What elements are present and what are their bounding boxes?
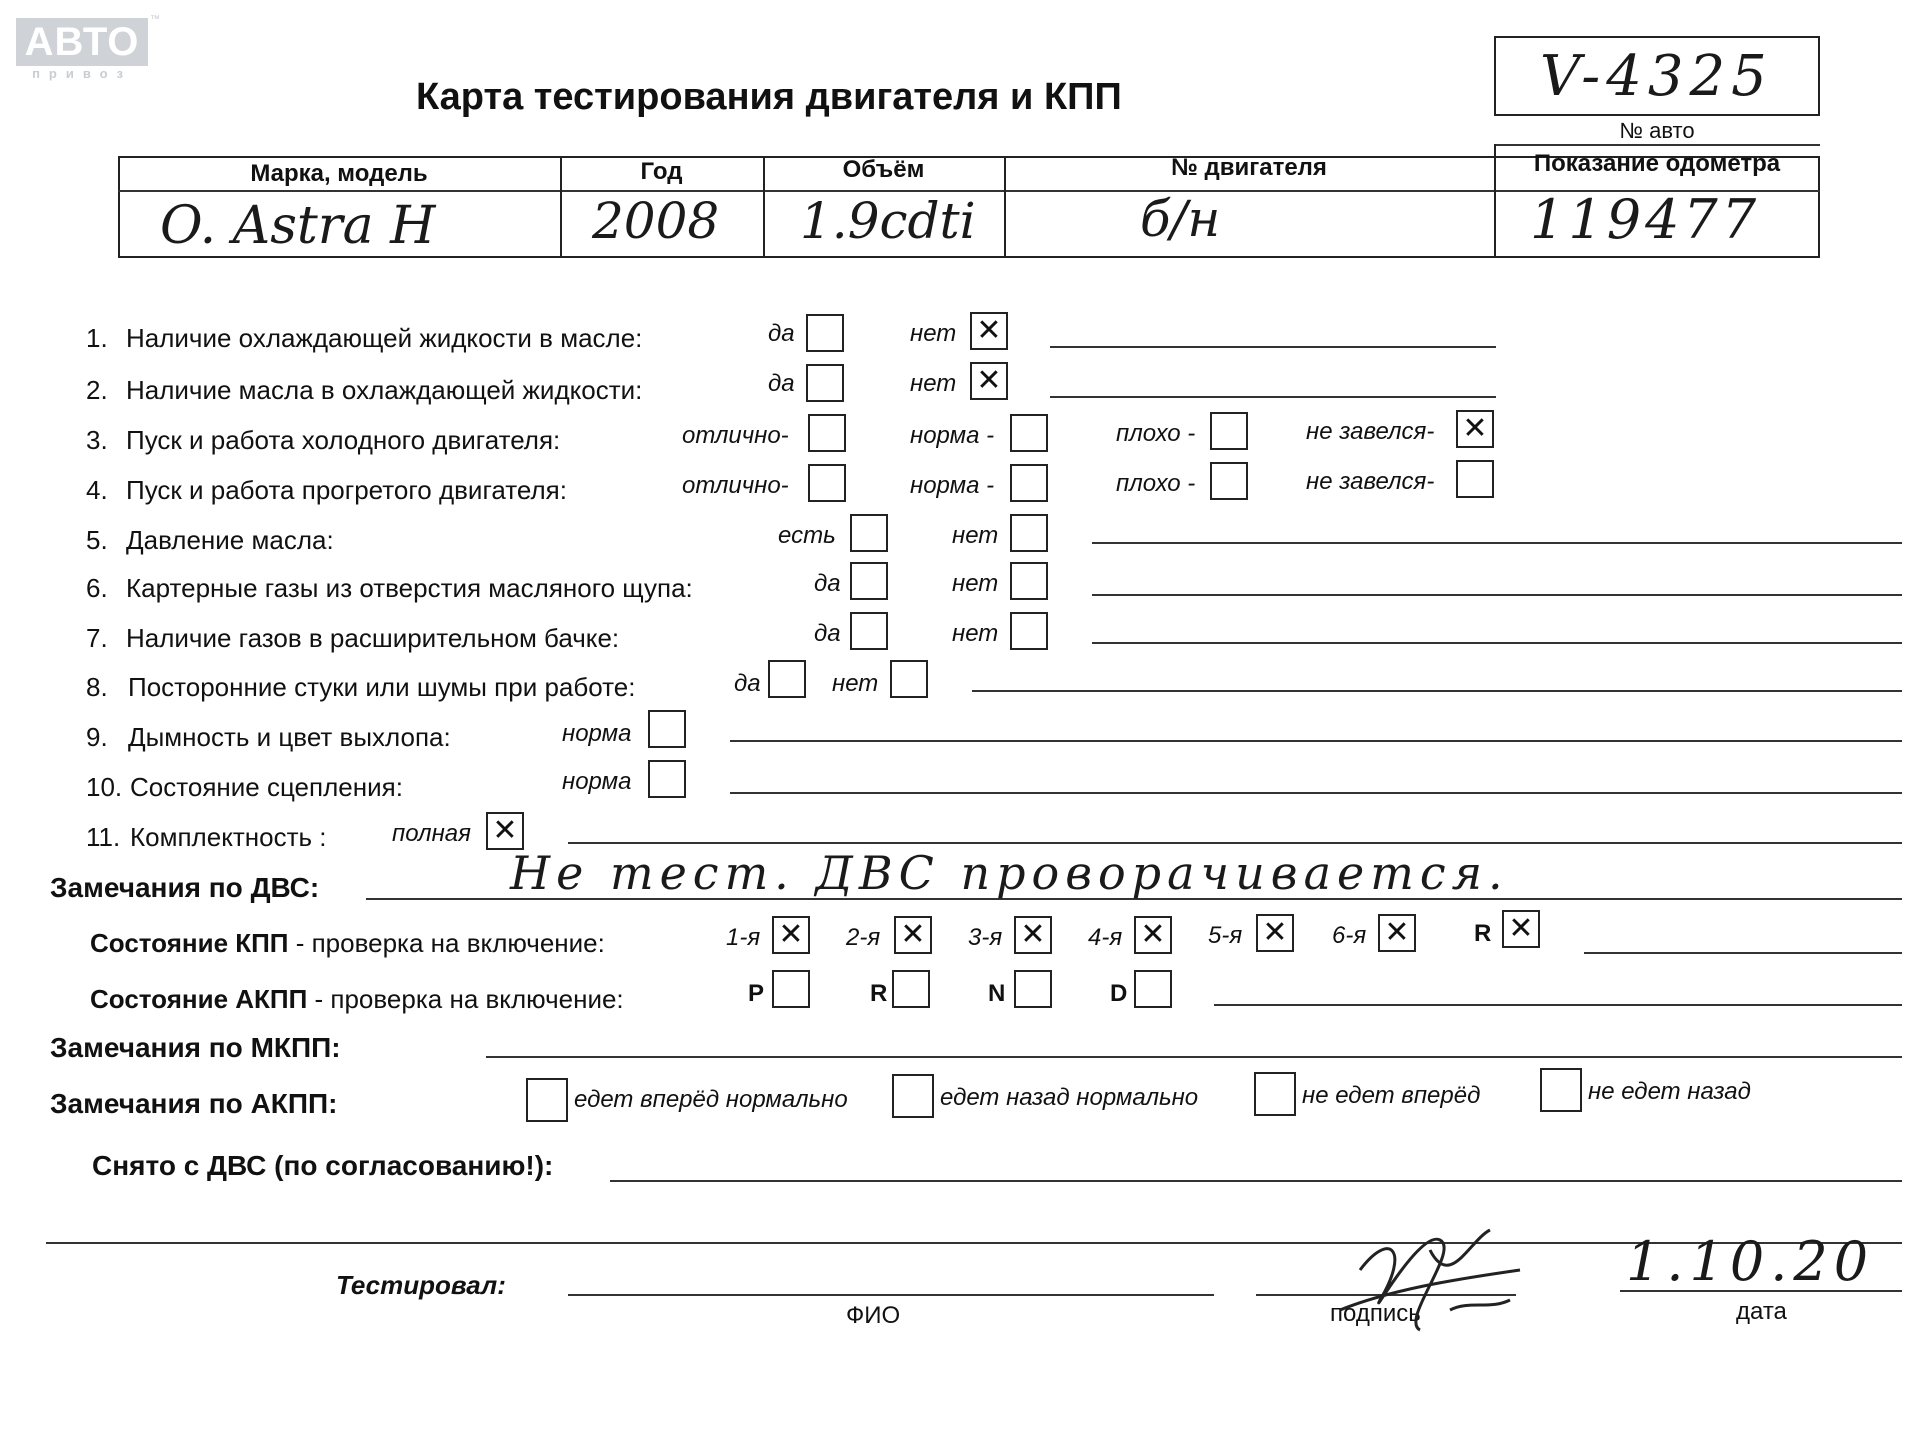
kpp-gear-3-checkbox[interactable]: [1014, 916, 1052, 954]
q5-opt-no: нет: [952, 522, 999, 549]
date-label: дата: [1736, 1298, 1787, 1325]
q10-normal-checkbox[interactable]: [648, 760, 686, 798]
q4-opt-normal: норма -: [910, 472, 995, 499]
q7-no-checkbox[interactable]: [1010, 612, 1048, 650]
q9-opt-normal: норма: [562, 720, 632, 747]
q7-yes-checkbox[interactable]: [850, 612, 888, 650]
date-value: 1.10.20: [1626, 1230, 1875, 1293]
q11-notes-line: [568, 842, 1902, 844]
akpp-reverse-ok-checkbox[interactable]: [892, 1074, 934, 1118]
q6-opt-yes: да: [814, 570, 841, 597]
q11-text: Комплектность :: [130, 822, 327, 852]
akpp-p-label: P: [748, 980, 765, 1007]
fio-line: [568, 1294, 1214, 1296]
q8-no-checkbox[interactable]: [890, 660, 928, 698]
akpp-p-checkbox[interactable]: [772, 970, 810, 1008]
q9-text: Дымность и цвет выхлопа:: [128, 722, 451, 752]
q7-opt-no: нет: [952, 620, 999, 647]
kpp-gear-3-label: 3-я: [968, 924, 1003, 951]
odometer-top: [1494, 144, 1820, 146]
q2-no-checkbox[interactable]: [970, 362, 1008, 400]
q4-bad-checkbox[interactable]: [1210, 462, 1248, 500]
year-value: 2008: [592, 192, 720, 250]
q3-opt-excellent: отлично-: [682, 422, 789, 449]
q4-normal-checkbox[interactable]: [1010, 464, 1048, 502]
q6-yes-checkbox[interactable]: [850, 562, 888, 600]
removed-line: [610, 1180, 1902, 1182]
col-volume-header: Объём: [842, 156, 925, 183]
q2-number: 2.: [86, 375, 108, 405]
check-mark-icon: ✕: [1384, 915, 1410, 950]
check-mark-icon: ✕: [1262, 915, 1288, 950]
odometer-value: 119477: [1530, 188, 1761, 251]
q5-opt-yes: есть: [778, 522, 836, 549]
check-mark-icon: ✕: [900, 917, 926, 952]
q6-number: 6.: [86, 573, 108, 603]
q9-notes-line: [730, 740, 1902, 742]
kpp-notes-line: [1584, 952, 1902, 954]
q4-text: Пуск и работа прогретого двигателя:: [126, 475, 567, 505]
q3-opt-bad: плохо -: [1116, 420, 1196, 447]
col-model-header: Марка, модель: [250, 160, 428, 187]
akpp-label: Состояние АКПП - проверка на включение:: [90, 984, 624, 1014]
q1-text: Наличие охлаждающей жидкости в масле:: [126, 323, 643, 353]
col-odometer-header: Показание одометра: [1533, 150, 1781, 177]
q2-text: Наличие масла в охлаждающей жидкости:: [126, 375, 643, 405]
section-divider: [46, 1242, 1902, 1244]
col-engine-header: № двигателя: [1171, 154, 1327, 181]
q5-text: Давление масла:: [126, 525, 334, 555]
kpp-gear-6-checkbox[interactable]: [1378, 914, 1416, 952]
akpp-n-checkbox[interactable]: [1014, 970, 1052, 1008]
engine-remarks-value: Не тест. ДВС проворачивается.: [510, 846, 1509, 900]
kpp-gear-1-checkbox[interactable]: [772, 916, 810, 954]
check-mark-icon: ✕: [1020, 917, 1046, 952]
akpp-r-label: R: [870, 980, 888, 1007]
q5-number: 5.: [86, 525, 108, 555]
kpp-gear-4-label: 4-я: [1088, 924, 1123, 951]
q4-number: 4.: [86, 475, 108, 505]
q2-notes-line: [1050, 396, 1496, 398]
logo-tm: ™: [150, 14, 160, 25]
q4-opt-nostart: не завелся-: [1306, 468, 1435, 495]
logo-subtitle: привоз: [32, 66, 132, 81]
akpp-no-reverse-checkbox[interactable]: [1540, 1068, 1582, 1112]
q10-opt-normal: норма: [562, 768, 632, 795]
fio-label: ФИО: [846, 1302, 901, 1329]
q7-opt-yes: да: [814, 620, 841, 647]
kpp-gear-r-checkbox[interactable]: [1502, 910, 1540, 948]
q8-text: Посторонние стуки или шумы при работе:: [128, 672, 636, 702]
q11-full-checkbox[interactable]: [486, 812, 524, 850]
q5-yes-checkbox[interactable]: [850, 514, 888, 552]
kpp-gear-2-label: 2-я: [846, 924, 881, 951]
q7-text: Наличие газов в расширительном бачке:: [126, 623, 620, 653]
q1-opt-no: нет: [910, 320, 957, 347]
q1-no-checkbox[interactable]: [970, 312, 1008, 350]
q5-no-checkbox[interactable]: [1010, 514, 1048, 552]
q3-normal-checkbox[interactable]: [1010, 414, 1048, 452]
q4-opt-bad: плохо -: [1116, 470, 1196, 497]
engine-remarks-label: Замечания по ДВС:: [50, 872, 320, 903]
kpp-gear-6-label: 6-я: [1332, 922, 1367, 949]
q1-notes-line: [1050, 346, 1496, 348]
page-title: Карта тестирования двигателя и КПП: [416, 76, 1122, 118]
check-mark-icon: ✕: [976, 313, 1002, 348]
akpp-remarks-label: Замечания по АКПП:: [50, 1088, 338, 1119]
q4-opt-excellent: отлично-: [682, 472, 789, 499]
q1-yes-checkbox[interactable]: [806, 314, 844, 352]
q3-text: Пуск и работа холодного двигателя:: [126, 425, 561, 455]
check-mark-icon: ✕: [1462, 411, 1488, 446]
kpp-gear-4-checkbox[interactable]: [1134, 916, 1172, 954]
akpp-forward-ok-checkbox[interactable]: [526, 1078, 568, 1122]
q3-opt-normal: норма -: [910, 422, 995, 449]
signature-image: [1300, 1210, 1540, 1350]
car-number-value: V-4325: [1540, 44, 1773, 109]
q6-notes-line: [1092, 594, 1902, 596]
check-mark-icon: ✕: [1140, 917, 1166, 952]
akpp-d-checkbox[interactable]: [1134, 970, 1172, 1008]
q1-number: 1.: [86, 323, 108, 353]
volume-value: 1.9cdti: [800, 192, 976, 250]
q11-number: 11.: [86, 822, 121, 852]
q6-opt-no: нет: [952, 570, 999, 597]
q10-notes-line: [730, 792, 1902, 794]
kpp-gear-1-label: 1-я: [726, 924, 761, 951]
model-value: O. Astra H: [160, 196, 436, 256]
check-mark-icon: ✕: [976, 363, 1002, 398]
mkpp-remarks-line: [486, 1056, 1902, 1058]
q4-nostart-checkbox[interactable]: [1456, 460, 1494, 498]
kpp-gear-5-checkbox[interactable]: [1256, 914, 1294, 952]
akpp-no-forward-label: не едет вперёд: [1302, 1082, 1481, 1109]
logo: АВТО: [16, 18, 148, 66]
q10-number: 10.: [86, 772, 123, 802]
q1-opt-yes: да: [768, 320, 795, 347]
removed-label: Снято с ДВС (по согласованию!):: [92, 1150, 554, 1181]
q4-excellent-checkbox[interactable]: [808, 464, 846, 502]
akpp-n-label: N: [988, 980, 1006, 1007]
akpp-no-reverse-label: не едет назад: [1588, 1078, 1751, 1105]
check-mark-icon: ✕: [778, 917, 804, 952]
q3-excellent-checkbox[interactable]: [808, 414, 846, 452]
akpp-notes-line: [1214, 1004, 1902, 1006]
q8-opt-no: нет: [832, 670, 879, 697]
q3-nostart-checkbox[interactable]: [1456, 410, 1494, 448]
akpp-r-checkbox[interactable]: [892, 970, 930, 1008]
q6-no-checkbox[interactable]: [1010, 562, 1048, 600]
akpp-d-label: D: [1110, 980, 1128, 1007]
kpp-gear-5-label: 5-я: [1208, 922, 1243, 949]
akpp-forward-ok-label: едет вперёд нормально: [574, 1086, 848, 1113]
engine-value: б/н: [1140, 190, 1221, 248]
tested-label: Тестировал:: [336, 1270, 506, 1300]
q3-number: 3.: [86, 425, 108, 455]
q11-opt-full: полная: [392, 820, 471, 847]
car-number-label: № авто: [1619, 118, 1695, 143]
q7-number: 7.: [86, 623, 108, 653]
q2-opt-no: нет: [910, 370, 957, 397]
mkpp-remarks-label: Замечания по МКПП:: [50, 1032, 341, 1063]
check-mark-icon: ✕: [1508, 911, 1534, 946]
q10-text: Состояние сцепления:: [130, 772, 403, 802]
akpp-no-forward-checkbox[interactable]: [1254, 1072, 1296, 1116]
signature-label: подпись: [1330, 1300, 1421, 1327]
q9-normal-checkbox[interactable]: [648, 710, 686, 748]
col-year-header: Год: [640, 158, 683, 185]
q3-bad-checkbox[interactable]: [1210, 412, 1248, 450]
kpp-gear-2-checkbox[interactable]: [894, 916, 932, 954]
q8-yes-checkbox[interactable]: [768, 660, 806, 698]
q2-opt-yes: да: [768, 370, 795, 397]
q3-opt-nostart: не завелся-: [1306, 418, 1435, 445]
q9-number: 9.: [86, 722, 108, 752]
q6-text: Картерные газы из отверстия масляного щупа:: [126, 573, 693, 603]
q8-opt-yes: да: [734, 670, 761, 697]
q5-notes-line: [1092, 542, 1902, 544]
kpp-label: Состояние КПП - проверка на включение:: [90, 928, 605, 958]
akpp-reverse-ok-label: едет назад нормально: [940, 1084, 1199, 1111]
q8-number: 8.: [86, 672, 108, 702]
q8-notes-line: [972, 690, 1902, 692]
q2-yes-checkbox[interactable]: [806, 364, 844, 402]
check-mark-icon: ✕: [492, 813, 518, 848]
kpp-gear-r-label: R: [1474, 920, 1492, 947]
q7-notes-line: [1092, 642, 1902, 644]
